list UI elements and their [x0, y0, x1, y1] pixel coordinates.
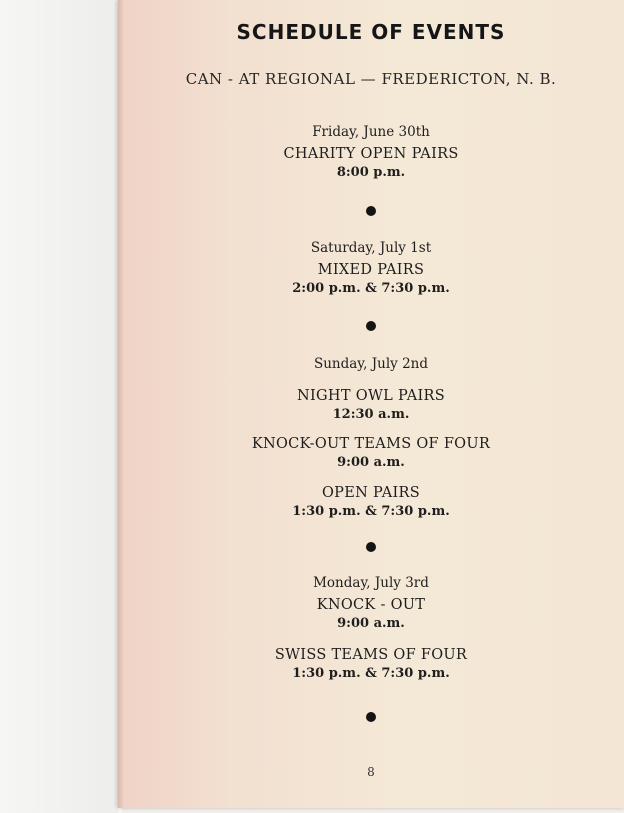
- page-title: SCHEDULE OF EVENTS: [236, 20, 506, 44]
- left-margin: [0, 0, 118, 813]
- event-name: KNOCK-OUT TEAMS OF FOUR: [251, 436, 491, 452]
- bullet-separator: [366, 206, 376, 216]
- day-heading: Saturday, July 1st: [310, 240, 432, 256]
- bullet-separator: [366, 542, 376, 552]
- event-name: MIXED PAIRS: [317, 262, 425, 278]
- event-night-owl: [118, 382, 624, 422]
- event-name: NIGHT OWL PAIRS: [297, 388, 445, 404]
- day-heading: Sunday, July 2nd: [313, 356, 428, 372]
- event-name: KNOCK - OUT: [316, 597, 426, 613]
- event-name: OPEN PAIRS: [321, 485, 420, 501]
- event-time: 1:30 p.m. & 7:30 p.m.: [292, 504, 450, 519]
- day-heading: Friday, June 30th: [312, 124, 430, 140]
- page-number: 8: [367, 765, 375, 779]
- event-time: 9:00 a.m.: [337, 455, 405, 470]
- bullet-separator: [366, 712, 376, 722]
- event-time: 2:00 p.m. & 7:30 p.m.: [292, 281, 450, 296]
- day-block-saturday: [118, 240, 624, 296]
- page-subtitle: CAN - AT REGIONAL — FREDERICTON, N. B.: [185, 70, 557, 88]
- event-time: 12:30 a.m.: [332, 407, 410, 422]
- day-block-monday: [118, 575, 624, 631]
- day-block-friday: [118, 124, 624, 180]
- day-heading-sunday-block: [118, 356, 624, 372]
- event-knockout-teams: [118, 430, 624, 470]
- bullet-separator: [366, 321, 376, 331]
- event-swiss-teams: [118, 641, 624, 681]
- event-open-pairs: [118, 479, 624, 519]
- event-name: SWISS TEAMS OF FOUR: [274, 647, 468, 663]
- event-time: 8:00 p.m.: [336, 165, 406, 180]
- event-time: 1:30 p.m. & 7:30 p.m.: [292, 666, 450, 681]
- event-name: CHARITY OPEN PAIRS: [283, 146, 459, 162]
- event-time: 9:00 a.m.: [337, 616, 405, 631]
- schedule-page: [118, 0, 624, 808]
- day-heading: Monday, July 3rd: [313, 575, 429, 591]
